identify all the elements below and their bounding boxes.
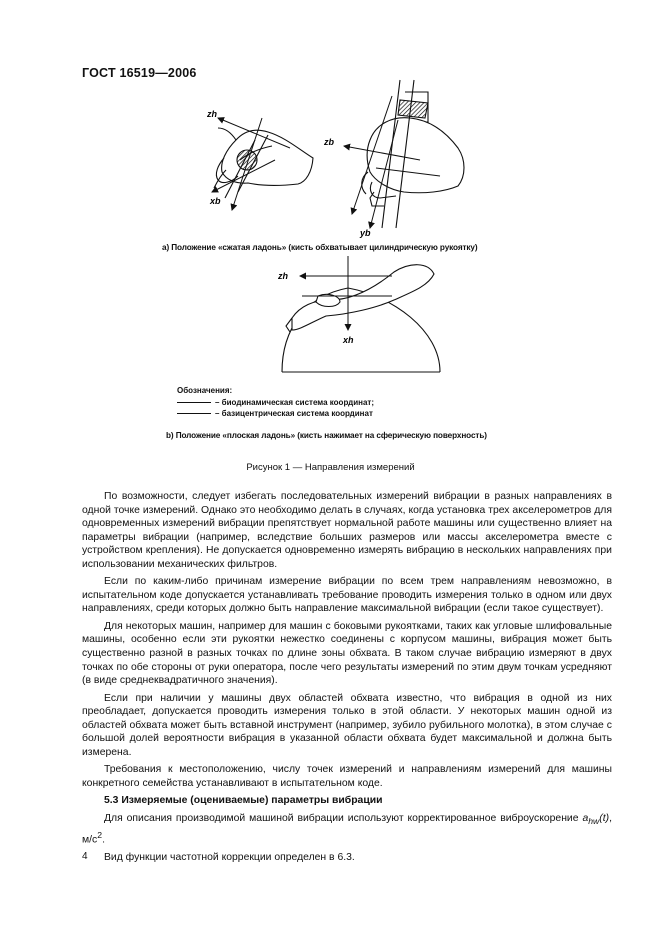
caption-a: a) Положение «сжатая ладонь» (кисть обхватывает цилиндрическую рукоятку) (162, 243, 478, 252)
legend-item-biodynamic (177, 398, 374, 407)
axis-label-yb-middle: yb (360, 228, 371, 238)
paragraph: Для некоторых машин, например для машин с боковыми рукоятками, таких как угловые шлифовальные машины, особенно если эти рукоятки нежестко соединены с корпусом машины, вибрация может быть существенно разной в разных точках по длине зоны обхвата. В таком случае вибрацию измеряют в двух точках по обе стороны от руки оператора, после чего результаты измерений по этим двум точкам усредняют (в виде среднеквадратичного значения). (82, 620, 612, 687)
paragraph-weighted-acceleration: Для описания производимой машиной вибрации используют корректированное виброускорение $a_{hw}(t)$, $м/с^2$. (82, 813, 612, 846)
axis-label-zh-left: zh (207, 109, 217, 119)
figure-caption: Рисунок 1 — Направления измерений (246, 462, 415, 473)
bottom-hand-flat-palm-illustration (286, 265, 434, 332)
paragraph: Если при наличии у машины двух областей обхвата известно, что вибрация в одной из них преобладает, допускается проводить измерения только в этой области. У некоторых машин одной из областей обхвата может быть вставной инструмент (например, зубило рубильного молотка), в этом случае с большой долей вероятности вибрация в указанной области обхвата будет максимальной и должна быть измерена. (82, 692, 612, 758)
paragraph: Если по каким-либо причинам измерение вибрации по всем трем направлениям невозможно, в испытательном коде допускается устанавливать требование проводить измерения только в одном или двух направлениях, среди которых должно быть направление максимальной вибрации (если такое существует). (82, 576, 612, 615)
paragraph: Вид функции частотной коррекции определен в 6.3. (104, 851, 355, 863)
paragraph: Требования к местоположению, числу точек измерений и направлениям измерений для машины конкретного семейства устанавливают в испытательном коде. (82, 764, 612, 789)
axis-label-xb-left: xb (210, 196, 221, 206)
axis-label-xh-bottom: xh (343, 335, 354, 345)
section-heading: 5.3 Измеряемые (оцениваемые) параметры вибрации (104, 795, 383, 807)
middle-hand-grip-illustration (362, 80, 464, 228)
body-text (82, 490, 612, 864)
legend-item-label: – биодинамическая система координат; (215, 398, 374, 407)
legend-line-solid (177, 413, 211, 414)
page-number: 4 (82, 851, 88, 862)
paragraph: По возможности, следует избегать последовательных измерений вибрации в разных направлениях в одной точке измерений. Однако это необходимо делать в случаях, когда установка трех акселерометров для одновременных измерений вибрации препятствует нормальной работе машины или существенно влияет на параметры вибрации (например, вследствие больших размеров или массы акселерометра вместе с устройством крепления). Не допускается одновременно измерять вибрацию в нескольких направлениях при использовании механических фильтров. (82, 491, 612, 570)
caption-b: b) Положение «плоская ладонь» (кисть нажимает на сферическую поверхность) (166, 431, 487, 440)
legend-title: Обозначения: (177, 386, 233, 395)
document-header: ГОСТ 16519—2006 (82, 66, 197, 80)
axis-label-zh-bottom: zh (278, 271, 288, 281)
legend-item-basicentric (177, 409, 373, 418)
legend-item-label: – базицентрическая система координат (215, 409, 373, 418)
axis-label-zb-middle: zb (324, 137, 334, 147)
left-hand-grip-illustration (214, 128, 313, 198)
legend-line-solid (177, 402, 211, 403)
